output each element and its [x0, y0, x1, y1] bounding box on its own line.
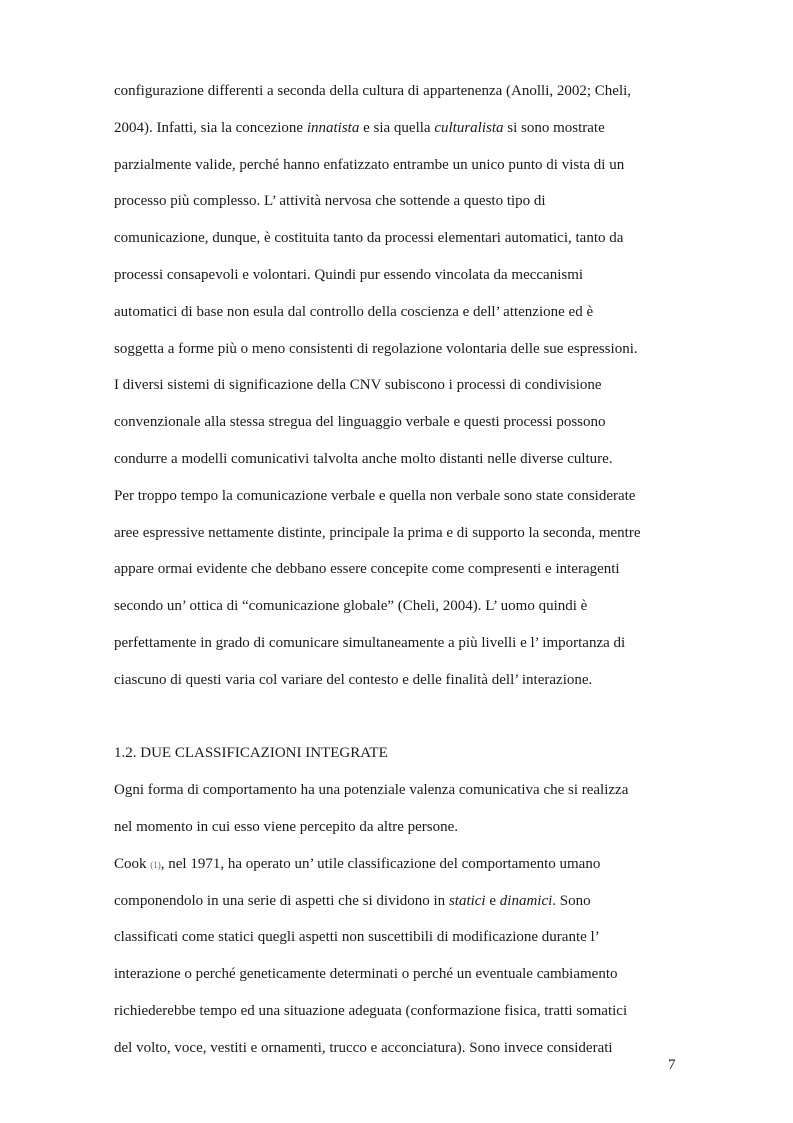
text-line: nel momento in cui esso viene percepito da altre persone. — [114, 818, 459, 835]
page-body — [114, 73, 684, 1067]
text-run: componendolo in una serie di aspetti che si dividono in — [114, 892, 449, 909]
text-line: classificati come statici quegli aspetti non suscettibili di modificazione durante l’ — [114, 929, 600, 946]
text-line: processi consapevoli e volontari. Quindi pur essendo vincolata da meccanismi — [114, 266, 584, 283]
text-line: perfettamente in grado di comunicare simultaneamente a più livelli e l’ importanza di — [114, 634, 626, 651]
text-line: parzialmente valide, perché hanno enfatizzato entrambe un unico punto di vista di un — [114, 156, 625, 173]
section-spacer — [114, 699, 684, 736]
text-line — [114, 110, 684, 147]
text-line: soggetta a forme più o meno consistenti di regolazione volontaria delle sue espressioni. — [114, 340, 638, 357]
paragraph-3 — [114, 478, 684, 699]
paragraph-5 — [114, 846, 684, 1067]
text-line: automatici di base non esula dal controllo della coscienza e dell’ attenzione ed è — [114, 303, 594, 320]
emphasis-dinamici: dinamici — [499, 892, 553, 909]
text-line: condurre a modelli comunicativi talvolta anche molto distanti nelle diverse culture. — [114, 450, 613, 467]
text-run: . Sono — [552, 892, 591, 909]
page-number: 7 — [668, 1057, 676, 1073]
text-run: e sia quella — [359, 119, 435, 136]
emphasis-innatista: innatista — [306, 119, 360, 136]
footnote-reference[interactable]: (1) — [150, 859, 161, 870]
text-line: appare ormai evidente che debbano essere concepite come compresenti e interagenti — [114, 561, 620, 578]
paragraph-2 — [114, 367, 684, 477]
text-line — [114, 883, 684, 920]
text-line: ciascuno di questi varia col variare del contesto e delle finalità dell’ interazione. — [114, 671, 593, 688]
paragraph-1 — [114, 73, 684, 367]
text-line: convenzionale alla stessa stregua del linguaggio verbale e questi processi possono — [114, 414, 606, 431]
text-run: , nel 1971, ha operato un’ utile classificazione del comportamento umano — [160, 855, 601, 872]
text-run: si sono mostrate — [503, 119, 605, 136]
text-line: del volto, voce, vestiti e ornamenti, trucco e acconciatura). Sono invece considerati — [114, 1039, 613, 1056]
text-line: aree espressive nettamente distinte, principale la prima e di supporto la seconda, mentre — [114, 524, 641, 541]
text-line: configurazione differenti a seconda della cultura di appartenenza (Anolli, 2002; Cheli, — [114, 83, 632, 99]
section-heading: 1.2. DUE CLASSIFICAZIONI INTEGRATE — [114, 745, 388, 762]
text-run: Cook — [114, 855, 151, 872]
text-line: I diversi sistemi di significazione della CNV subiscono i processi di condivisione — [114, 377, 602, 394]
text-line: richiederebbe tempo ed una situazione adeguata (conformazione fisica, tratti somatici — [114, 1002, 628, 1019]
text-run: 2004). Infatti, sia la concezione — [114, 119, 307, 136]
text-line: comunicazione, dunque, è costituita tanto da processi elementari automatici, tanto da — [114, 230, 624, 247]
text-line: Ogni forma di comportamento ha una potenziale valenza comunicativa che si realizza — [114, 782, 629, 799]
text-line: Per troppo tempo la comunicazione verbale e quella non verbale sono state considerate — [114, 487, 636, 504]
emphasis-statici: statici — [448, 892, 486, 909]
text-run: e — [485, 892, 500, 909]
emphasis-culturalista: culturalista — [434, 119, 504, 136]
text-line: secondo un’ ottica di “comunicazione globale” (Cheli, 2004). L’ uomo quindi è — [114, 598, 588, 615]
text-line: interazione o perché geneticamente determinati o perché un eventuale cambiamento — [114, 966, 618, 983]
text-line: processo più complesso. L’ attività nervosa che sottende a questo tipo di — [114, 193, 546, 210]
text-line — [114, 846, 684, 883]
paragraph-4 — [114, 772, 684, 846]
